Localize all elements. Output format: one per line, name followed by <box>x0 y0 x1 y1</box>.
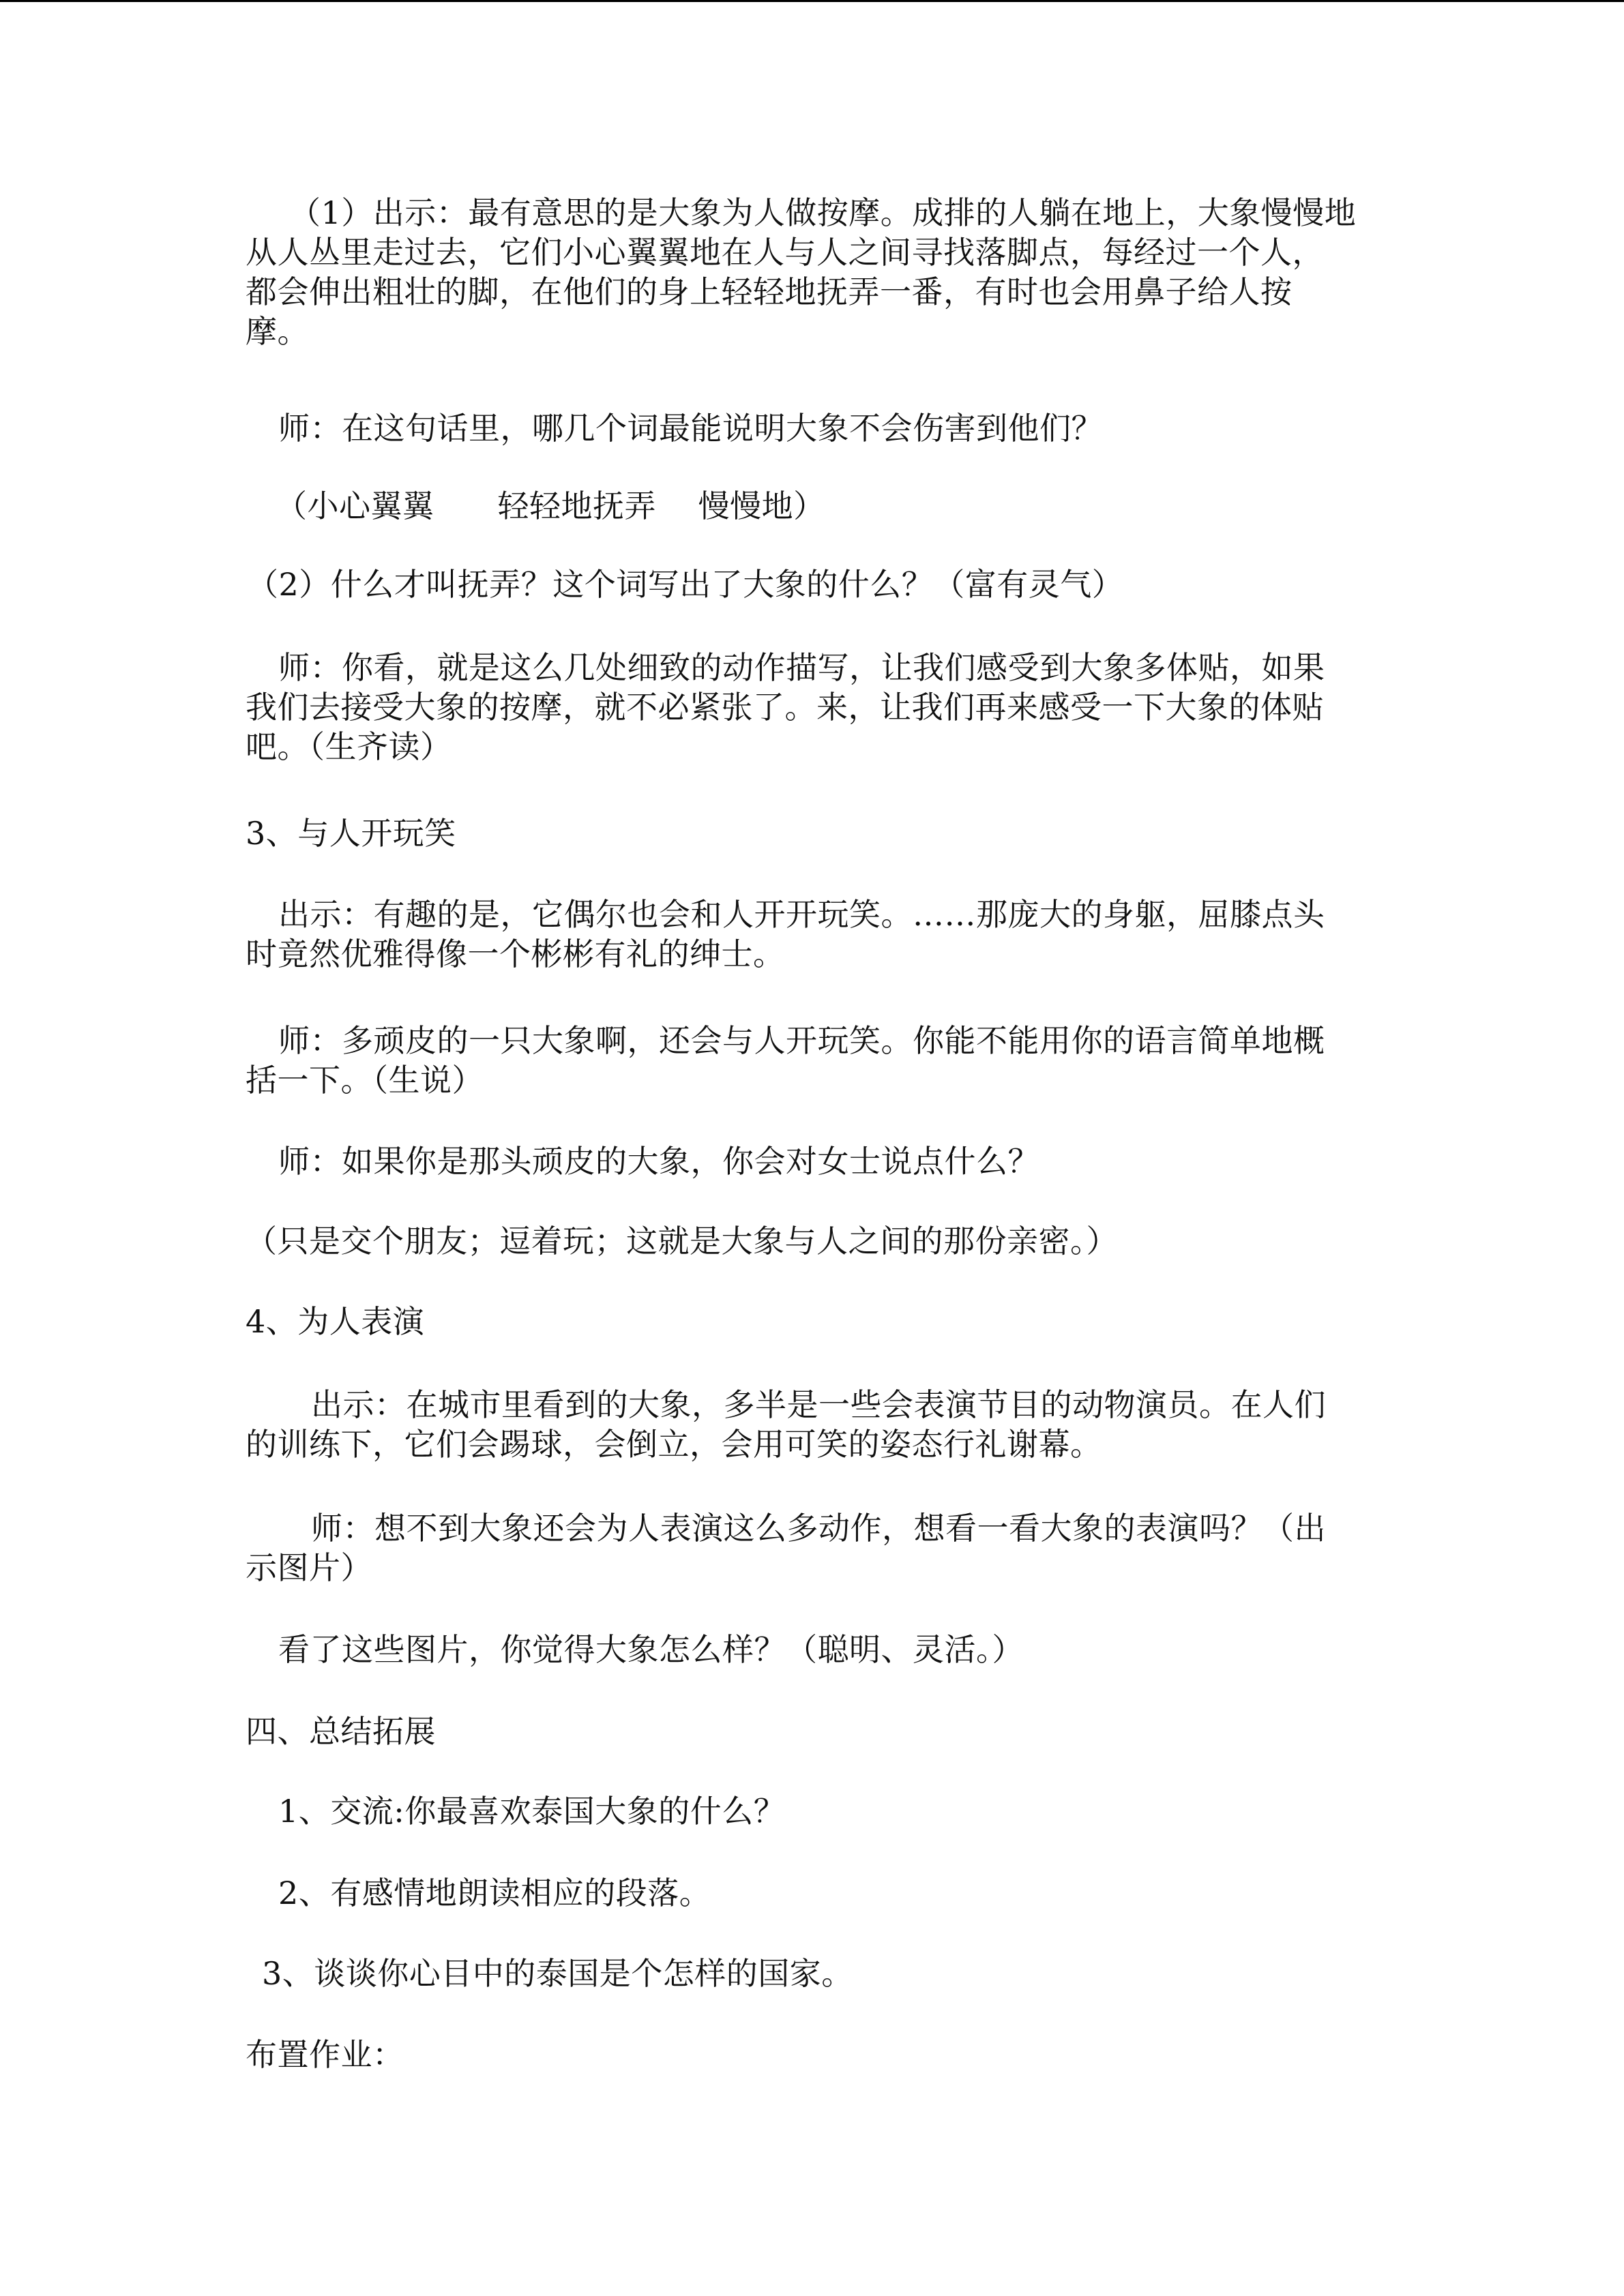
section-3-heading: 3、与人开玩笑 <box>246 815 456 852</box>
observation-line: 看了这些图片，你觉得大象怎么样？（聪明、灵活。） <box>278 1631 1024 1668</box>
paragraph-1-line-2: 从人丛里走过去，它们小心翼翼地在人与人之间寻找落脚点，每经过一个人， <box>246 234 1324 271</box>
paragraph-3-line-1: 出示：有趣的是，它偶尔也会和人开开玩笑。……那庞大的身躯，屈膝点头 <box>278 896 1325 933</box>
summary-item-3: 3、谈谈你心目中的泰国是个怎样的国家。 <box>262 1955 853 1992</box>
paragraph-2-line-2: 我们去接受大象的按摩，就不必紧张了。来，让我们再来感受一下大象的体贴 <box>246 689 1324 726</box>
summary-item-1: 1、交流:你最喜欢泰国大象的什么？ <box>278 1793 786 1830</box>
answer-line: （只是交个朋友；逗着玩；这就是大象与人之间的那份亲密。） <box>246 1223 1118 1259</box>
paragraph-5-line-1: 出示：在城市里看到的大象，多半是一些会表演节目的动物演员。在人们 <box>311 1386 1326 1423</box>
paragraph-4-line-2: 括一下。（生说） <box>246 1062 484 1099</box>
paragraph-2-line-1: 师：你看，就是这么几处细致的动作描写，让我们感受到大象多体贴，如果 <box>278 649 1325 686</box>
answer-keywords-line: （小心翼翼 轻轻地抚弄 慢慢地） <box>276 488 825 524</box>
summary-heading: 四、总结拓展 <box>246 1713 436 1750</box>
teacher-question-line: 师：在这句话里，哪几个词最能说明大象不会伤害到他们？ <box>278 410 1103 447</box>
paragraph-4-line-1: 师：多顽皮的一只大象啊，还会与人开玩笑。你能不能用你的语言简单地概 <box>278 1022 1325 1059</box>
section-4-heading: 4、为人表演 <box>246 1303 425 1340</box>
paragraph-6-line-2: 示图片） <box>246 1549 372 1586</box>
paragraph-2-line-3: 吧。（生齐读） <box>246 728 452 765</box>
summary-item-2: 2、有感情地朗读相应的段落。 <box>278 1875 711 1911</box>
teacher-prompt-line: 师：如果你是那头顽皮的大象，你会对女士说点什么？ <box>278 1143 1039 1180</box>
paragraph-5-line-2: 的训练下，它们会踢球，会倒立，会用可笑的姿态行礼谢幕。 <box>246 1426 1102 1463</box>
paragraph-1-line-3: 都会伸出粗壮的脚，在他们的身上轻轻地抚弄一番，有时也会用鼻子给人按 <box>246 273 1293 310</box>
homework-heading: 布置作业： <box>246 2036 404 2073</box>
paragraph-6-line-1: 师：想不到大象还会为人表演这么多动作，想看一看大象的表演吗？（出 <box>311 1510 1326 1547</box>
paragraph-1-line-1: （1）出示：最有意思的是大象为人做按摩。成排的人躺在地上，大象慢慢地 <box>289 194 1357 231</box>
paragraph-1-line-4: 摩。 <box>246 313 309 350</box>
question-2-line: （2）什么才叫抚弄？这个词写出了大象的什么？（富有灵气） <box>247 566 1124 603</box>
paragraph-3-line-2: 时竟然优雅得像一个彬彬有礼的绅士。 <box>246 936 785 972</box>
